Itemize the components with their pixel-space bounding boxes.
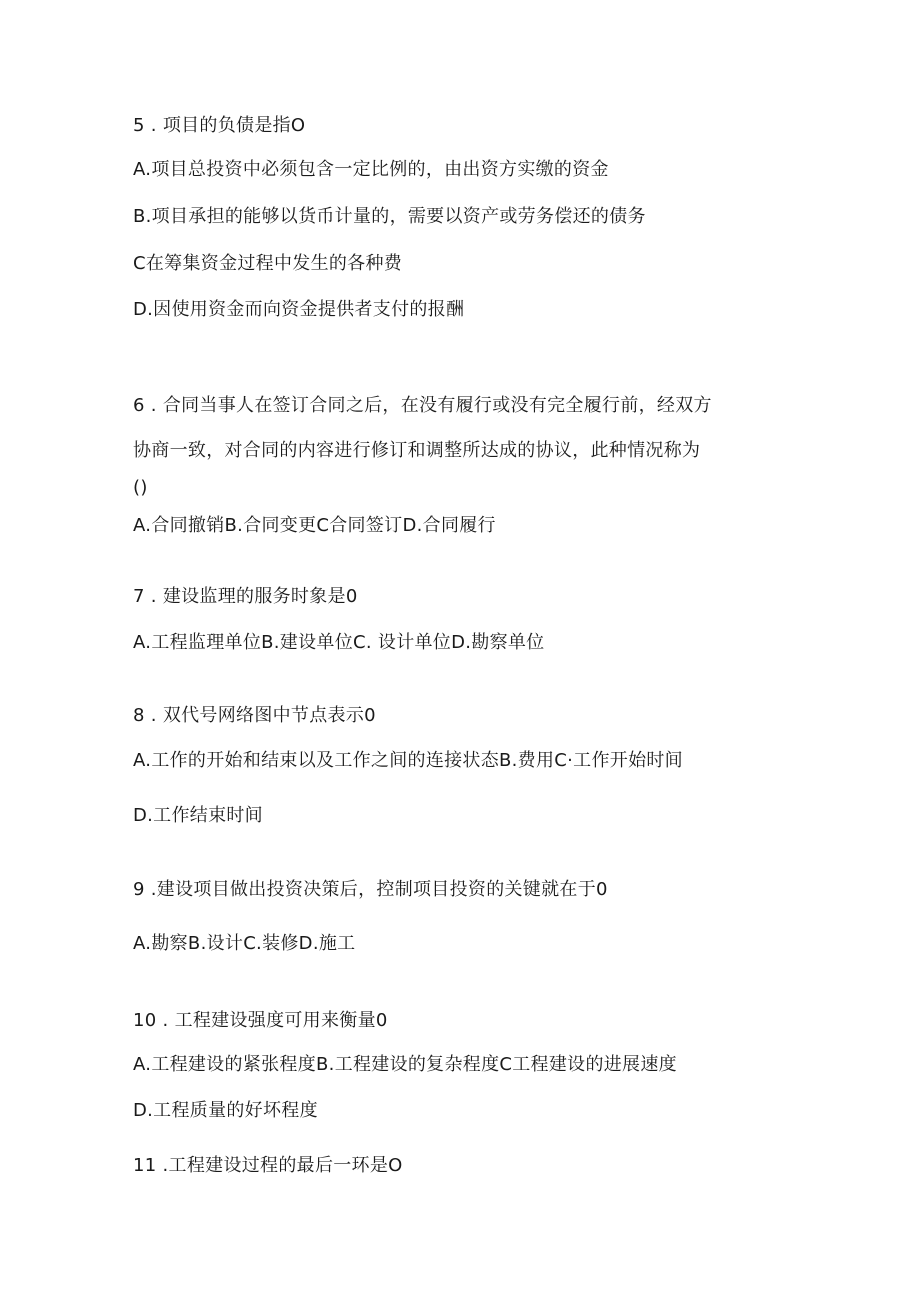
question-10-stem: 10 . 工程建设强度可用来衡量0 [133,1010,388,1031]
question-6-stem-line-3: () [133,477,148,498]
question-10-options-line-1: A.工程建设的紧张程度B.工程建设的复杂程度C工程建设的进展速度 [133,1054,677,1075]
question-6-stem-line-1: 6 . 合同当事人在签订合同之后，在没有履行或没有完全履行前，经双方 [133,395,712,416]
question-5-stem: 5 . 项目的负债是指O [133,115,306,136]
question-8-stem: 8 . 双代号网络图中节点表示0 [133,705,376,726]
question-6-stem-line-2: 协商一致，对合同的内容进行修订和调整所达成的协议，此种情况称为 [133,440,701,461]
question-9-stem: 9 .建设项目做出投资决策后，控制项目投资的关键就在于0 [133,879,608,900]
question-5-option-c: C在筹集资金过程中发生的各种费 [133,253,403,274]
question-5-option-b: B.项目承担的能够以货币计量的，需要以资产或劳务偿还的债务 [133,206,646,227]
question-8-options-line-2: D.工作结束时间 [133,805,263,826]
question-7-stem: 7 . 建设监理的服务时象是0 [133,586,358,607]
question-9-options: A.勘察B.设计C.装修D.施工 [133,933,356,954]
question-5-option-d: D.因使用资金而向资金提供者支付的报酬 [133,299,465,320]
question-8-options-line-1: A.工作的开始和结束以及工作之间的连接状态B.费用C·工作开始时间 [133,750,683,771]
question-11-stem: 11 .工程建设过程的最后一环是O [133,1155,403,1176]
question-10-options-line-2: D.工程质量的好坏程度 [133,1100,318,1121]
question-5-option-a: A.项目总投资中必须包含一定比例的，由出资方实缴的资金 [133,159,609,180]
question-7-options: A.工程监理单位B.建设单位C. 设计单位D.勘察单位 [133,632,545,653]
question-6-options: A.合同撤销B.合同变更C合同签订D.合同履行 [133,515,496,536]
